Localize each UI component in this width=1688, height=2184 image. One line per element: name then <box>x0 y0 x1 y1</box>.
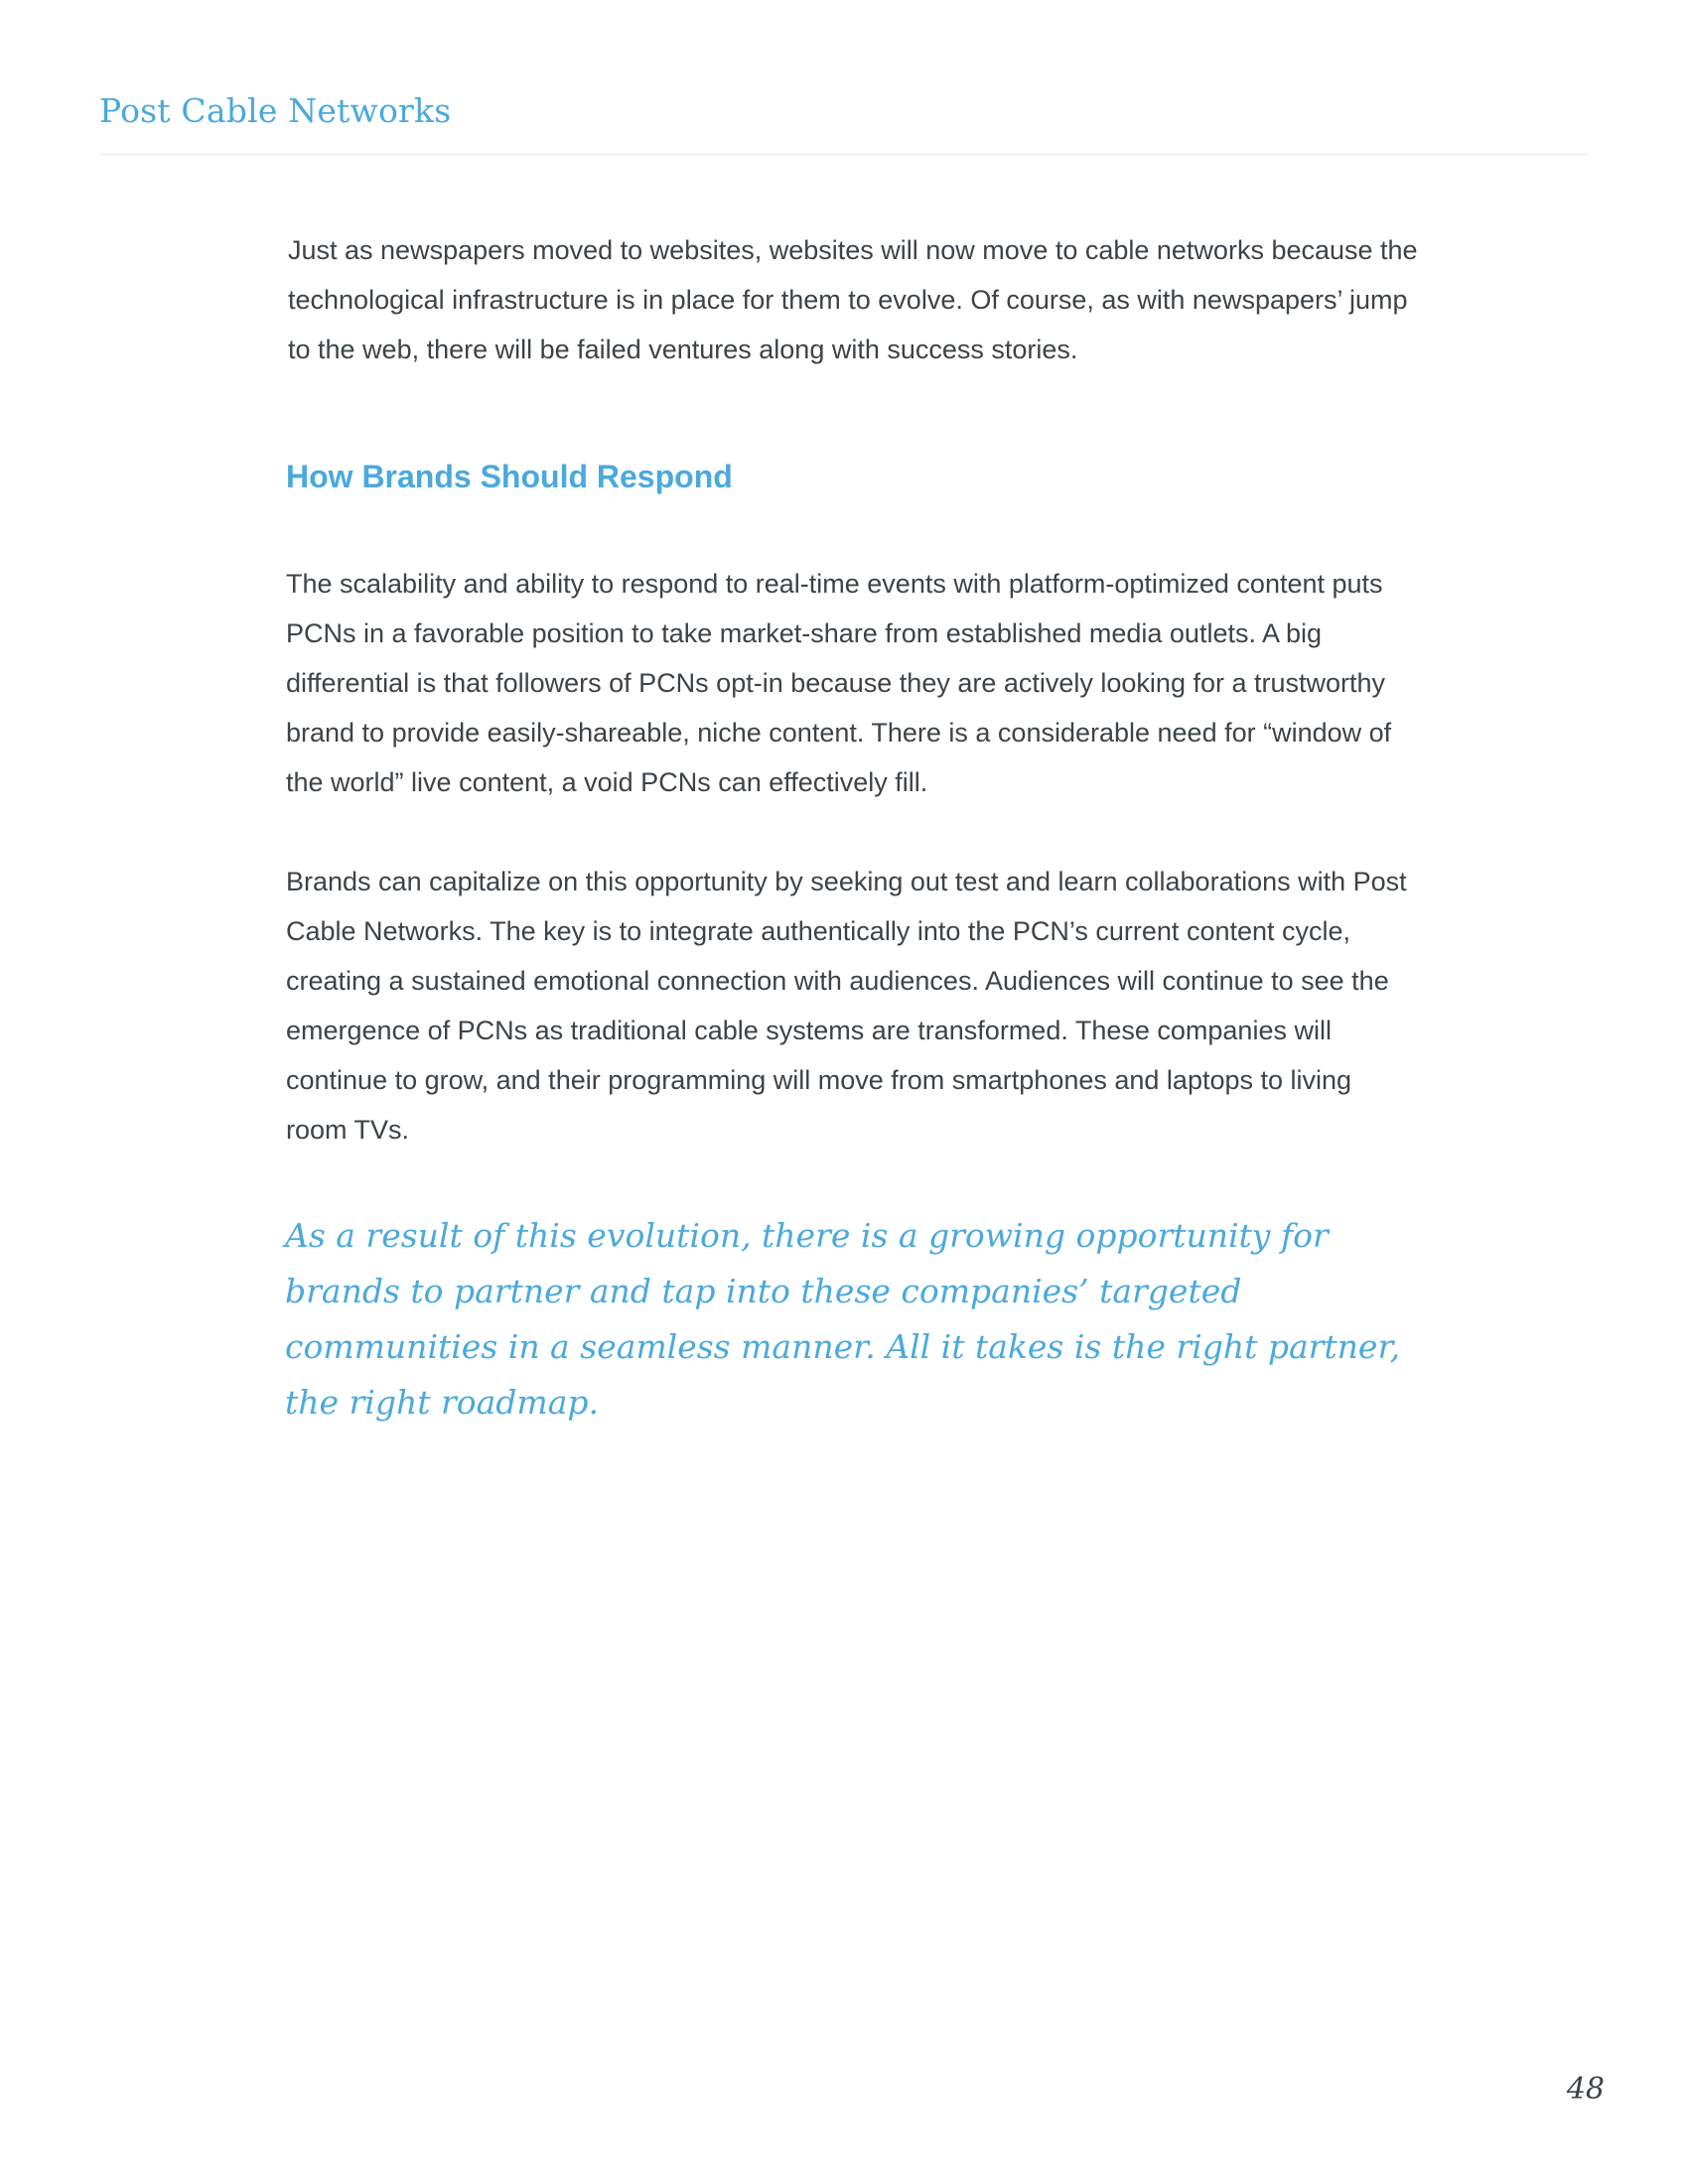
intro-paragraph: Just as newspapers moved to websites, websites will now move to cable networks because the technological infrastructure is in place for them to evolve. Of course, as with newspapers’ jump to the web, there will be failed ventures along with success stories. <box>288 235 1418 364</box>
header-divider <box>99 154 1589 155</box>
body-paragraph-scalability: The scalability and ability to respond to real-time events with platform-optimized content puts PCNs in a favorable position to take market-share from established media outlets. A big differential is that followers of PCNs opt-in because they are actively looking for a trustworthy brand to provide easily-shareable, niche content. There is a considerable need for “window of the world” live content, a void PCNs can effectively fill. <box>286 569 1392 797</box>
page-number: 48 <box>1566 2072 1605 2107</box>
body-paragraph-brands: Brands can capitalize on this opportunity by seeking out test and learn collaborations with Post Cable Networks. The key is to integrate authentically into the PCN’s current content cycle, creating a sustained emotional connection with audiences. Audiences will continue to see the emergence of PCNs as traditional cable systems are transformed. These companies will continue to grow, and their programming will move from smartphones and laptops to living room TVs. <box>286 867 1407 1145</box>
running-header-title: Post Cable Networks <box>99 91 452 130</box>
section-heading: How Brands Should Respond <box>286 459 733 494</box>
pull-quote: As a result of this evolution, there is a growing opportunity for brands to partner and tap into these companies’ targeted communities in a seamless manner. All it takes is the right partner, the right roadmap. <box>285 1216 1401 1422</box>
